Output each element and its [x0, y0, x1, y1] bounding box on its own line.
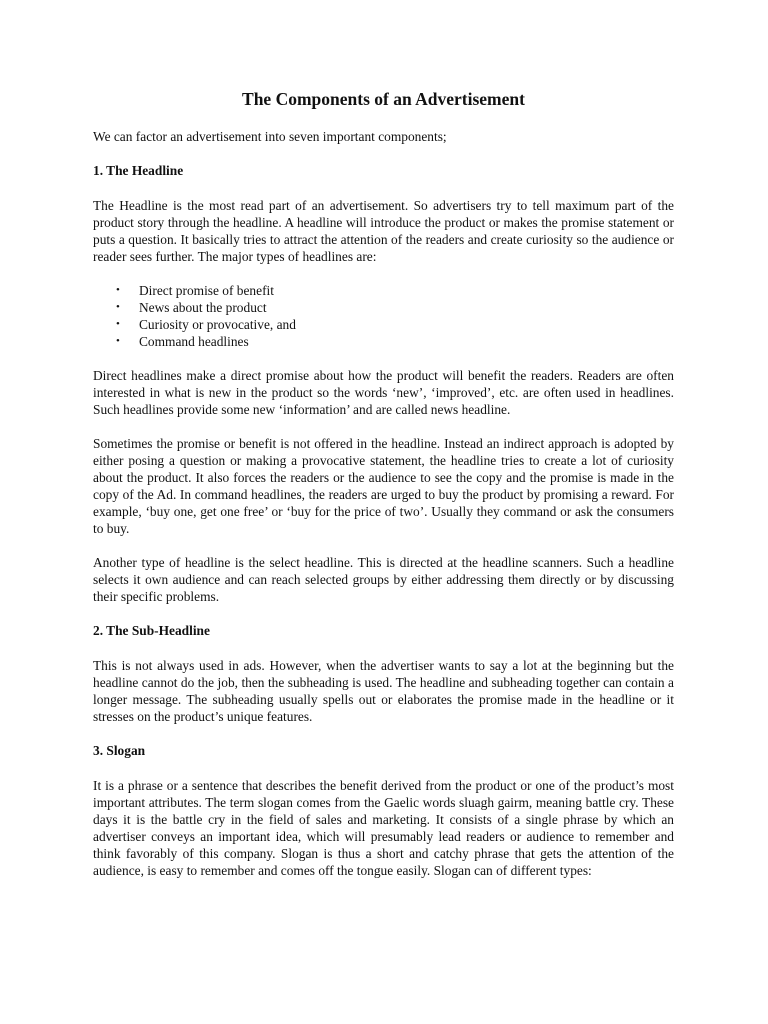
- document-title: The Components of an Advertisement: [242, 89, 525, 109]
- bullet-icon: •: [116, 301, 120, 313]
- list-item: [93, 316, 674, 333]
- intro-paragraph: We can factor an advertisement into seven important components;: [93, 129, 447, 144]
- bullet-icon: •: [116, 335, 120, 347]
- list-item-text: Direct promise of benefit: [139, 283, 274, 298]
- list-item: [93, 299, 674, 316]
- list-item-text: News about the product: [139, 300, 267, 315]
- headline-paragraph: The Headline is the most read part of an advertisement. So advertisers try to tell maximum part of the product story through the headline. A headline will introduce the product or makes the promise statement or puts a question. It basically tries to attract the attention of the readers and create curiosity so the audience or reader sees further. The major types of headlines are:: [93, 198, 674, 264]
- select-headline-paragraph: Another type of headline is the select headline. This is directed at the headline scanners. Such a headline selects it own audience and can reach selected groups by either addressing them directly or by discussing their specific problems.: [93, 555, 674, 604]
- list-item-text: Curiosity or provocative, and: [139, 317, 296, 332]
- section-heading-slogan: 3. Slogan: [93, 743, 146, 758]
- list-item: [93, 282, 674, 299]
- bullet-icon: •: [116, 318, 120, 330]
- list-item: [93, 333, 674, 350]
- sub-headline-paragraph: This is not always used in ads. However, when the advertiser wants to say a lot at the beginning but the headline cannot do the job, then the subheading is used. The headline and subheading together can contain a longer message. The subheading usually spells out or elaborates the promise made in the headline or it stresses on the product’s unique features.: [93, 658, 674, 724]
- section-heading-sub-headline: 2. The Sub-Headline: [93, 623, 210, 638]
- headline-types-list: [93, 282, 674, 350]
- indirect-headlines-paragraph: Sometimes the promise or benefit is not offered in the headline. Instead an indirect approach is adopted by either posing a question or making a provocative statement, the headline tries to create a lot of curiosity about the product. It also forces the readers or the audience to see the copy and the promise is made in the copy of the Ad. In command headlines, the readers are urged to buy the product by promising a reward. For example, ‘buy one, get one free’ or ‘buy for the price of two’. Usually they command or ask the consumers to buy.: [93, 436, 674, 536]
- slogan-paragraph: It is a phrase or a sentence that describes the benefit derived from the product or one of the product’s most important attributes. The term slogan comes from the Gaelic words sluagh gairm, meaning battle cry. These days it is the battle cry in the field of sales and marketing. It consists of a single phrase by which an advertiser conveys an important idea, which will presumably lead readers or audience to remember and think favorably of this company. Slogan is thus a short and catchy phrase that gets the attention of the audience, is easy to remember and comes off the tongue easily. Slogan can of different types:: [93, 778, 674, 878]
- section-heading-headline: 1. The Headline: [93, 163, 184, 178]
- bullet-icon: •: [116, 284, 120, 296]
- direct-headlines-paragraph: Direct headlines make a direct promise about how the product will benefit the readers. Readers are often interested in what is new in the product so the words ‘new’, ‘improved’, etc. are often used in headlines. Such headlines provide some new ‘information’ and are called news headline.: [93, 368, 674, 417]
- list-item-text: Command headlines: [139, 334, 249, 349]
